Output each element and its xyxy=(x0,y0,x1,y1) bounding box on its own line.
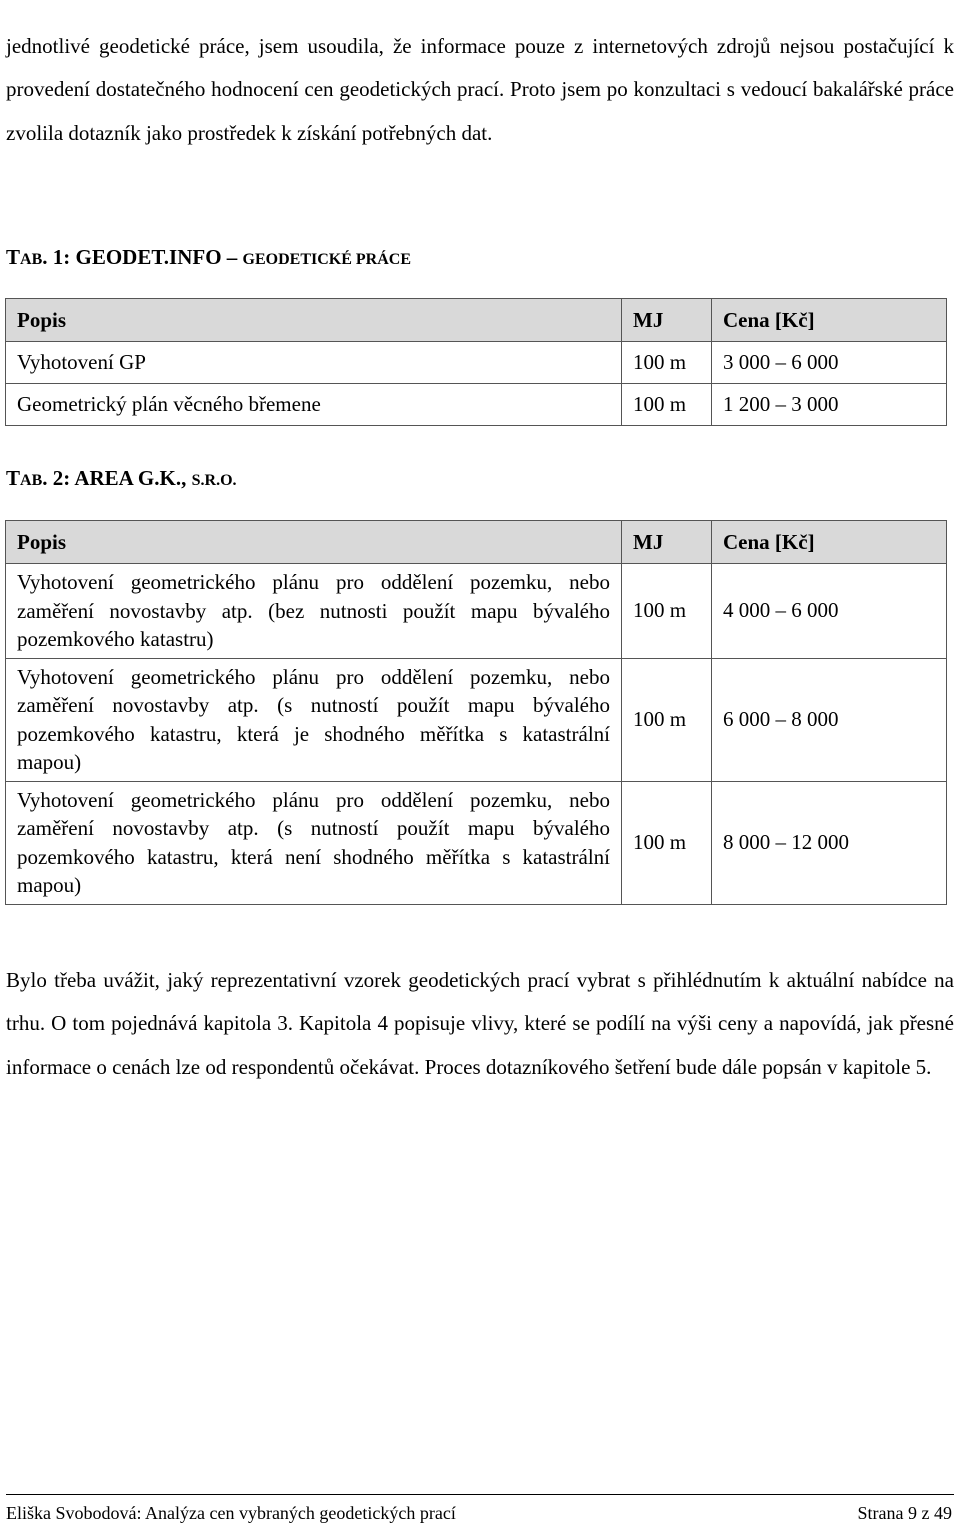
cell-popis: Vyhotovení geometrického plánu pro oddělení pozemku, nebo zaměření novostavby atp. (s nutností použít mapu bývalého pozemkového katastru, která je shodného měřítka s katastrální mapou) xyxy=(6,658,622,781)
caption-subtitle: GEODETICKÉ PRÁCE xyxy=(242,251,412,268)
price-table-geodet xyxy=(5,298,947,426)
table-header-row xyxy=(6,299,947,342)
caption-text: . 2: AREA G.K., xyxy=(42,466,192,490)
header-cena: Cena [Kč] xyxy=(712,521,947,564)
cell-cena: 4 000 – 6 000 xyxy=(712,564,947,659)
table-row xyxy=(6,342,947,384)
price-table-area xyxy=(5,520,947,905)
table-row xyxy=(6,564,947,659)
table-row xyxy=(6,384,947,426)
table2-caption xyxy=(6,468,237,489)
header-mj: MJ xyxy=(622,299,712,342)
header-cena: Cena [Kč] xyxy=(712,299,947,342)
footer-page-number: Strana 9 z 49 xyxy=(857,1503,952,1523)
table-row xyxy=(6,781,947,904)
cell-mj: 100 m xyxy=(622,384,712,426)
cell-cena: 3 000 – 6 000 xyxy=(712,342,947,384)
footer-divider xyxy=(6,1494,954,1495)
footer-author-title: Eliška Svobodová: Analýza cen vybraných geodetických prací xyxy=(6,1503,456,1523)
cell-cena: 6 000 – 8 000 xyxy=(712,658,947,781)
caption-text: . 1: GEODET.INFO – xyxy=(42,245,243,269)
cell-popis: Geometrický plán věcného břemene xyxy=(6,384,622,426)
cell-mj: 100 m xyxy=(622,564,712,659)
cell-popis: Vyhotovení geometrického plánu pro oddělení pozemku, nebo zaměření novostavby atp. (bez nutnosti použít mapu bývalého pozemkového katastru) xyxy=(6,564,622,659)
table1-caption xyxy=(6,247,411,268)
caption-letter: T xyxy=(6,466,21,490)
intro-paragraph: jednotlivé geodetické práce, jsem usoudila, že informace pouze z internetových zdrojů nejsou postačující k provedení dostatečného hodnocení cen geodetických prací. Proto jsem po konzultaci s vedoucí bakalářské práce zvolila dotazník jako prostředek k získání potřebných dat. xyxy=(6,34,954,145)
header-popis: Popis xyxy=(6,521,622,564)
caption-smallcaps: AB xyxy=(20,251,43,268)
caption-letter: T xyxy=(6,245,21,269)
cell-popis: Vyhotovení GP xyxy=(6,342,622,384)
cell-mj: 100 m xyxy=(622,658,712,781)
table-row xyxy=(6,658,947,781)
caption-smallcaps: AB xyxy=(20,472,43,489)
cell-cena: 8 000 – 12 000 xyxy=(712,781,947,904)
cell-popis: Vyhotovení geometrického plánu pro oddělení pozemku, nebo zaměření novostavby atp. (s nutností použít mapu bývalého pozemkového katastru, která není shodného měřítka s katastrální mapou) xyxy=(6,781,622,904)
cell-mj: 100 m xyxy=(622,781,712,904)
caption-subtitle: S.R.O. xyxy=(191,472,237,489)
cell-mj: 100 m xyxy=(622,342,712,384)
header-popis: Popis xyxy=(6,299,622,342)
table-header-row xyxy=(6,521,947,564)
header-mj: MJ xyxy=(622,521,712,564)
cell-cena: 1 200 – 3 000 xyxy=(712,384,947,426)
body-paragraph: Bylo třeba uvážit, jaký reprezentativní vzorek geodetických prací vybrat s přihlédnutím k aktuální nabídce na trhu. O tom pojednává kapitola 3. Kapitola 4 popisuje vlivy, které se podílí na výši ceny a napovídá, jak přesné informace o cenách lze od respondentů očekávat. Proces dotazníkového šetření bude dále popsán v kapitole 5. xyxy=(6,968,954,1079)
